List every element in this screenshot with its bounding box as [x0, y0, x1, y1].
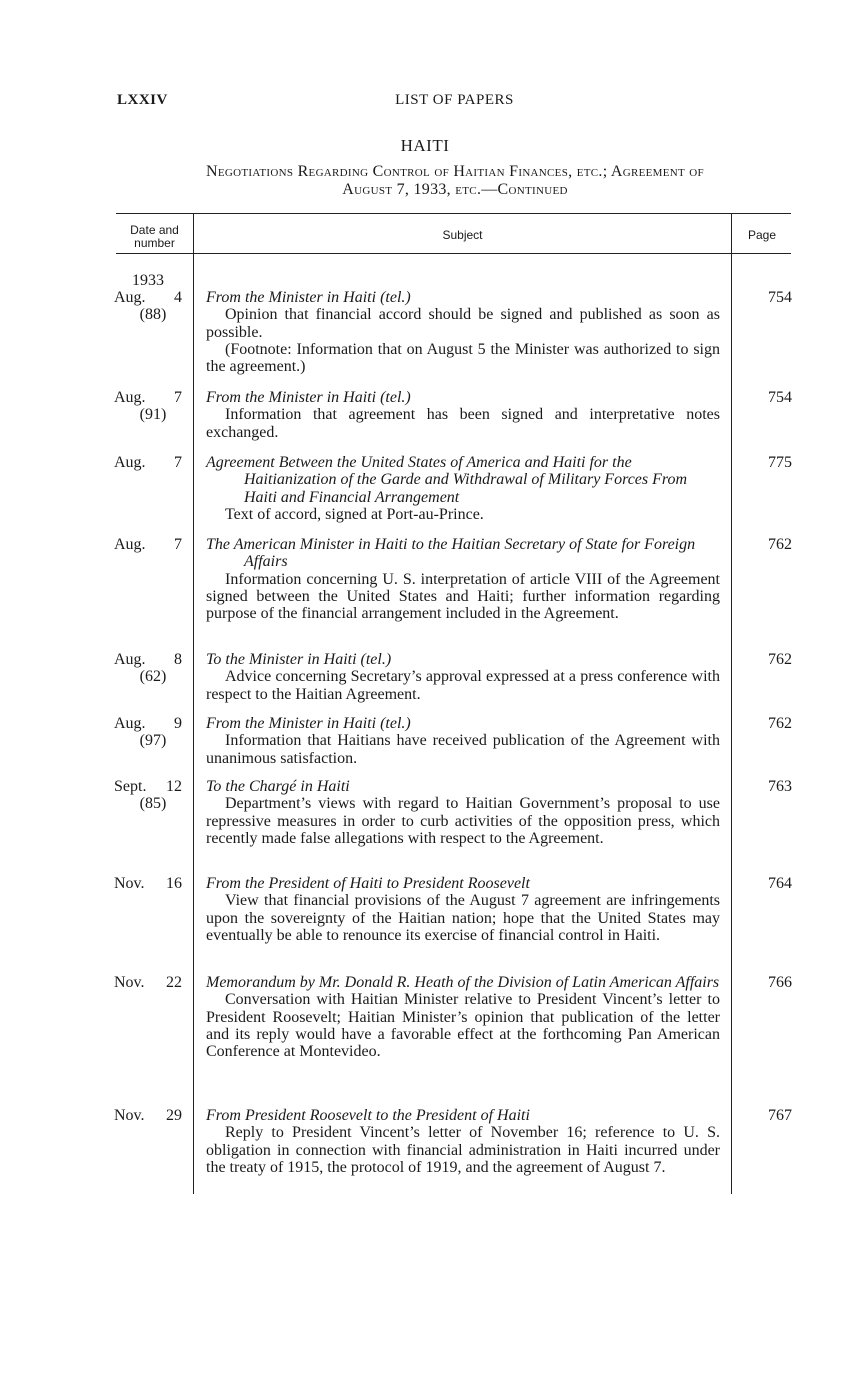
- entry-date: [114, 1107, 182, 1124]
- date-day: 22: [166, 974, 182, 991]
- entry-number: (91): [139, 406, 167, 423]
- entry-date: [114, 715, 182, 749]
- entry-date: [114, 536, 182, 553]
- entry-body: Information that Haitians have received publication of the Agreement with unanimous satisfaction.: [206, 732, 720, 767]
- entry-body: Text of accord, signed at Port-au-Prince.: [225, 505, 484, 523]
- date-day: 16: [166, 875, 182, 892]
- date-month: Aug.: [114, 536, 146, 553]
- entry-body: Information that agreement has been signed and interpretative notes exchanged.: [206, 406, 720, 441]
- entry-body: Conversation with Haitian Minister relative to President Vincent’s letter to President Roosevelt; Haitian Minister’s opinion that publication of the letter and its reply would have a favorable effect at the forthcoming Pan American Conference at Montevideo.: [206, 991, 720, 1061]
- entry-number: (88): [139, 306, 167, 323]
- entry-body: Advice concerning Secretary’s approval expressed at a press conference with respect to the Haitian Agreement.: [206, 668, 720, 703]
- entry-title: From President Roosevelt to the President of Haiti: [206, 1107, 530, 1124]
- entry-footnote: (Footnote: Information that on August 5 the Minister was authorized to sign the agreement.): [206, 340, 720, 376]
- section-heading-line-2: August 7, 1933, etc.—Continued: [342, 181, 568, 198]
- header-number-line: number: [134, 236, 175, 250]
- entry-page: 762: [768, 651, 792, 668]
- entry-subject: [206, 651, 720, 703]
- header-date-number: [116, 224, 193, 250]
- entry-body: Information concerning U. S. interpretation of article VIII of the Agreement signed between the United States and Haiti; further information regarding purpose of the financial arrangement included in the Agreement.: [206, 570, 720, 623]
- date-month: Aug.: [114, 715, 146, 732]
- entry-subject: [206, 289, 720, 375]
- entry-title: From the Minister in Haiti (tel.): [206, 289, 411, 306]
- year-label: 1933: [132, 272, 164, 289]
- entry-page: 754: [768, 289, 792, 306]
- entry-subject: [206, 778, 720, 847]
- entry-subject: [206, 875, 720, 944]
- entry-title: To the Chargé in Haiti: [206, 778, 350, 795]
- entry-body: Opinion that financial accord should be signed and published as soon as possible.: [206, 306, 720, 341]
- entry-body: Reply to President Vincent’s letter of November 16; reference to U. S. obligation in connection with financial administration in Haiti incurred under the treaty of 1915, the protocol of 1919, and the agreement of August 7.: [206, 1124, 720, 1176]
- entry-title: Agreement Between the United States of America and Haiti for the Haitianization of the Garde and Withdrawal of Military Forces From Haiti and Financial Arrangement: [206, 454, 688, 506]
- entry-page: 763: [768, 778, 792, 795]
- date-month: Nov.: [114, 974, 145, 991]
- date-day: 12: [166, 778, 182, 795]
- entry-title: The American Minister in Haiti to the Haitian Secretary of State for Foreign Affairs: [206, 536, 696, 571]
- entry-date: [114, 651, 182, 685]
- date-month: Nov.: [114, 1107, 145, 1124]
- entry-subject: [206, 389, 720, 441]
- entry-title: From the President of Haiti to President Roosevelt: [206, 875, 530, 892]
- entry-body: Department’s views with regard to Haitian Government’s proposal to use repressive measures in order to curb activities of the opposition press, which recently made false allegations with respect to the Agreement.: [206, 795, 720, 847]
- entry-number: (85): [139, 795, 167, 812]
- entry-page: 764: [768, 875, 792, 892]
- entry-page: 762: [768, 536, 792, 553]
- date-day: 7: [174, 389, 182, 406]
- date-day: 7: [174, 536, 182, 553]
- entry-subject: [206, 974, 720, 1060]
- entry-page: 775: [768, 454, 792, 471]
- entry-date: [114, 389, 182, 423]
- entry-title: From the Minister in Haiti (tel.): [206, 715, 411, 732]
- entry-date: [114, 875, 182, 892]
- date-month: Sept.: [114, 778, 147, 795]
- entry-number: (97): [139, 732, 167, 749]
- date-day: 7: [174, 454, 182, 471]
- entry-number: (62): [139, 668, 167, 685]
- header-date-line: Date and: [130, 223, 179, 237]
- date-month: Aug.: [114, 454, 146, 471]
- entry-title: Memorandum by Mr. Donald R. Heath of the Division of Latin American Affairs: [206, 974, 720, 991]
- entry-subject: [206, 1107, 720, 1176]
- running-title: LIST OF PAPERS: [395, 92, 514, 108]
- entry-page: 766: [768, 974, 792, 991]
- country-heading: HAITI: [400, 136, 450, 155]
- date-day: 29: [166, 1107, 182, 1124]
- entry-subject: [206, 536, 720, 622]
- date-month: Aug.: [114, 389, 146, 406]
- column-divider-page: [731, 214, 732, 1194]
- header-subject: Subject: [442, 228, 483, 242]
- date-month: Nov.: [114, 875, 145, 892]
- date-day: 4: [174, 289, 182, 306]
- date-month: Aug.: [114, 289, 146, 306]
- running-header: [117, 92, 792, 114]
- page-number: LXXIV: [117, 92, 168, 108]
- entry-page: 762: [768, 715, 792, 732]
- entry-date: [114, 974, 182, 991]
- entry-title: From the Minister in Haiti (tel.): [206, 389, 411, 406]
- table-top-rule: [116, 213, 791, 214]
- table-header-rule: [116, 253, 791, 254]
- entry-page: 754: [768, 389, 792, 406]
- entry-subject: [206, 715, 720, 767]
- date-day: 9: [174, 715, 182, 732]
- entry-date: [114, 289, 182, 323]
- entry-body: View that financial provisions of the August 7 agreement are infringements upon the sovereignty of the Haitian nation; hope that the United States may eventually be able to renounce its exercise of financial control in Haiti.: [206, 892, 720, 944]
- section-heading: [117, 163, 793, 199]
- entry-page: 767: [768, 1107, 792, 1124]
- date-day: 8: [174, 651, 182, 668]
- entry-title: To the Minister in Haiti (tel.): [206, 651, 392, 668]
- header-page: Page: [747, 228, 777, 242]
- entry-subject: [206, 454, 720, 523]
- date-month: Aug.: [114, 651, 146, 668]
- entry-date: [114, 778, 182, 812]
- entry-date: [114, 454, 182, 471]
- column-divider-date: [193, 214, 194, 1194]
- section-heading-line-1: Negotiations Regarding Control of Haitian Finances, etc.; Agreement of: [206, 163, 704, 180]
